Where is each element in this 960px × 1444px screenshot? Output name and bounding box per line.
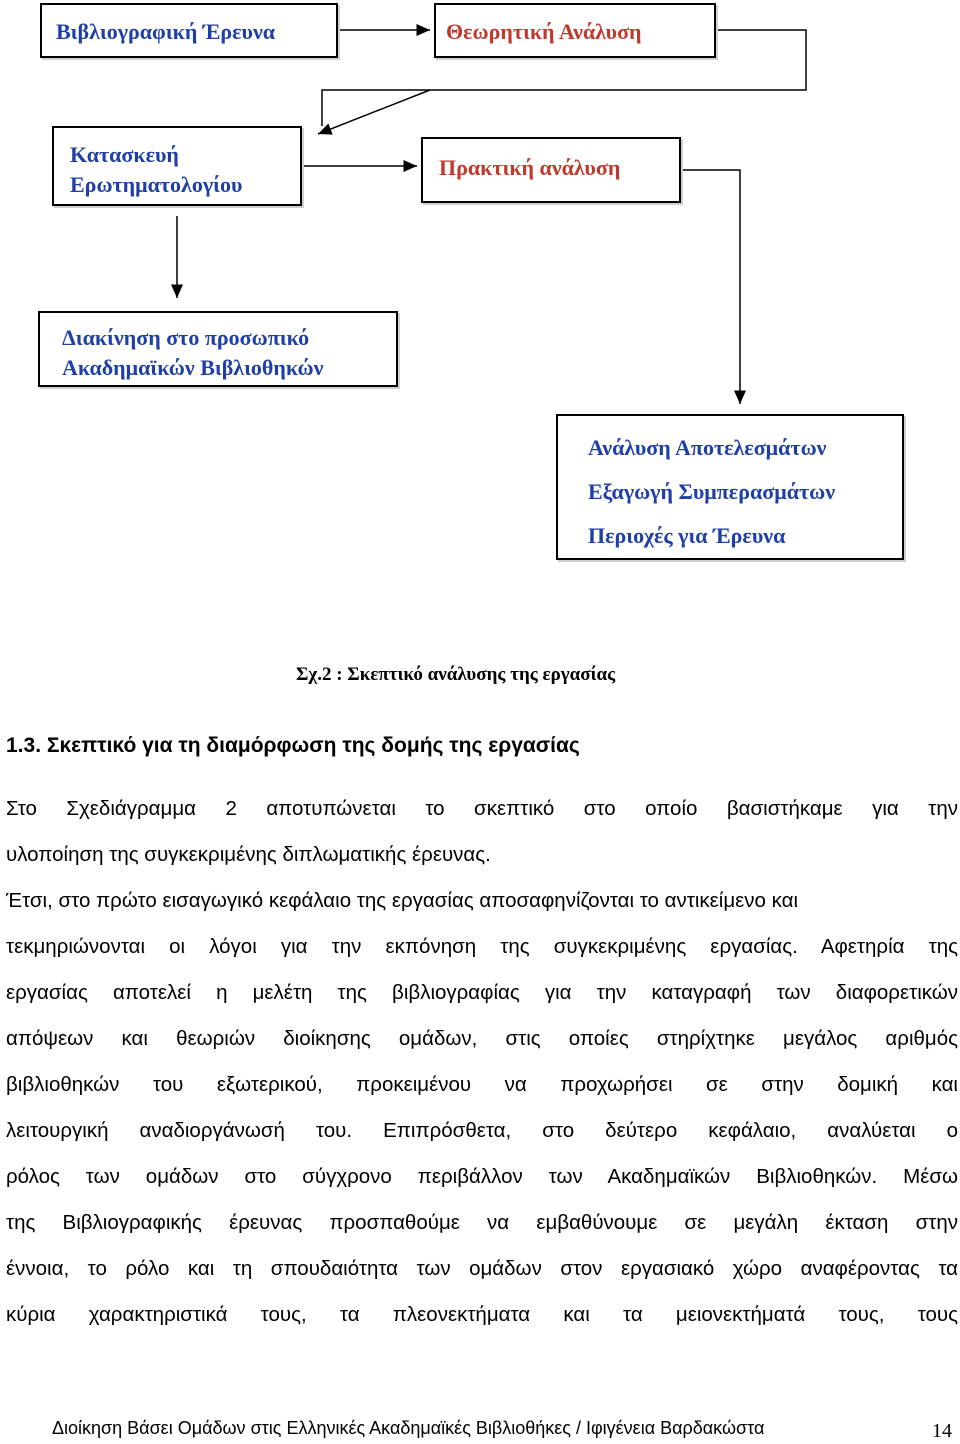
box-label-line: Περιοχές για Έρευνα <box>588 523 786 548</box>
box-label-line: Ερωτηματολογίου <box>70 172 243 197</box>
box-label-line: Ανάλυση Αποτελεσμάτων <box>588 435 827 460</box>
paragraph-line: εργασίας αποτελεί η μελέτη της βιβλιογραφίας για την καταγραφή των διαφορετικών <box>6 981 958 1004</box>
figure-caption: Σχ.2 : Σκεπτικό ανάλυσης της εργασίας <box>296 664 616 685</box>
box-theoretical-analysis <box>434 3 716 58</box>
box-label-line: Διακίνηση στο προσωπικό <box>62 325 310 350</box>
paragraph-1 <box>6 786 958 878</box>
paragraph-2 <box>6 878 958 1338</box>
paragraph-line: Έτσι, στο πρώτο εισαγωγικό κεφάλαιο της εργασίας αποσαφηνίζονται το αντικείμενο και <box>6 889 799 912</box>
paragraph-line: της Βιβλιογραφικής έρευνας προσπαθούμε να εμβαθύνουμε σε μεγάλη έκταση στην <box>6 1211 958 1234</box>
arrow-practical-to-results <box>681 170 740 404</box>
box-bibliographic-research <box>40 3 338 58</box>
box-label: Πρακτική ανάλυση <box>439 155 621 180</box>
paragraph-line: λειτουργική αναδιοργάνωσή του. Επιπρόσθετα, στο δεύτερο κεφάλαιο, αναλύεται ο <box>6 1119 958 1142</box>
page-footer: Διοίκηση Βάσει Ομάδων στις Ελληνικές Ακαδημαϊκές Βιβλιοθήκες / Ιφιγένεια Βαρδακώστα <box>52 1418 765 1438</box>
paragraph-line: βιβλιοθηκών του εξωτερικού, προκειμένου να προχωρήσει σε στην δομική και <box>6 1073 958 1096</box>
box-label: Θεωρητική Ανάλυση <box>446 19 642 44</box>
box-results <box>556 414 904 560</box>
paragraph-line: υλοποίηση της συγκεκριμένης διπλωματικής έρευνας. <box>6 843 491 866</box>
box-distribution <box>38 311 398 387</box>
paragraph-line: κύρια χαρακτηριστικά τους, τα πλεονεκτήματα και τα μειονεκτήματά τους, τους <box>6 1303 958 1326</box>
box-label-line: Εξαγωγή Συμπερασμάτων <box>588 479 836 504</box>
paragraph-line: Στο Σχεδιάγραμμα 2 αποτυπώνεται το σκεπτικό στο οποίο βασιστήκαμε για την <box>6 797 958 820</box>
paragraph-line: τεκμηριώνονται οι λόγοι για την εκπόνηση της συγκεκριμένης εργασίας. Αφετηρία της <box>6 935 958 958</box>
box-label-line: Ακαδημαϊκών Βιβλιοθηκών <box>62 355 324 380</box>
section-heading: 1.3. Σκεπτικό για τη διαμόρφωση της δομής της εργασίας <box>6 734 580 757</box>
box-label-line: Κατασκευή <box>70 142 179 167</box>
arrow-head-segment <box>318 90 430 134</box>
box-practical-analysis <box>421 137 681 203</box>
box-questionnaire <box>52 126 302 206</box>
page-number: 14 <box>932 1420 952 1442</box>
box-label: Βιβλιογραφική Έρευνα <box>56 19 276 44</box>
paragraph-line: απόψεων και θεωριών διοίκησης ομάδων, στις οποίες στηρίχτηκε μεγάλος αριθμός <box>6 1027 958 1050</box>
paragraph-line: ρόλος των ομάδων στο σύγχρονο περιβάλλον των Ακαδημαϊκών Βιβλιοθηκών. Μέσω <box>6 1165 958 1188</box>
paragraph-line: έννοια, το ρόλο και τη σπουδαιότητα των ομάδων στον εργασιακό χώρο αναφέροντας τα <box>6 1257 958 1280</box>
